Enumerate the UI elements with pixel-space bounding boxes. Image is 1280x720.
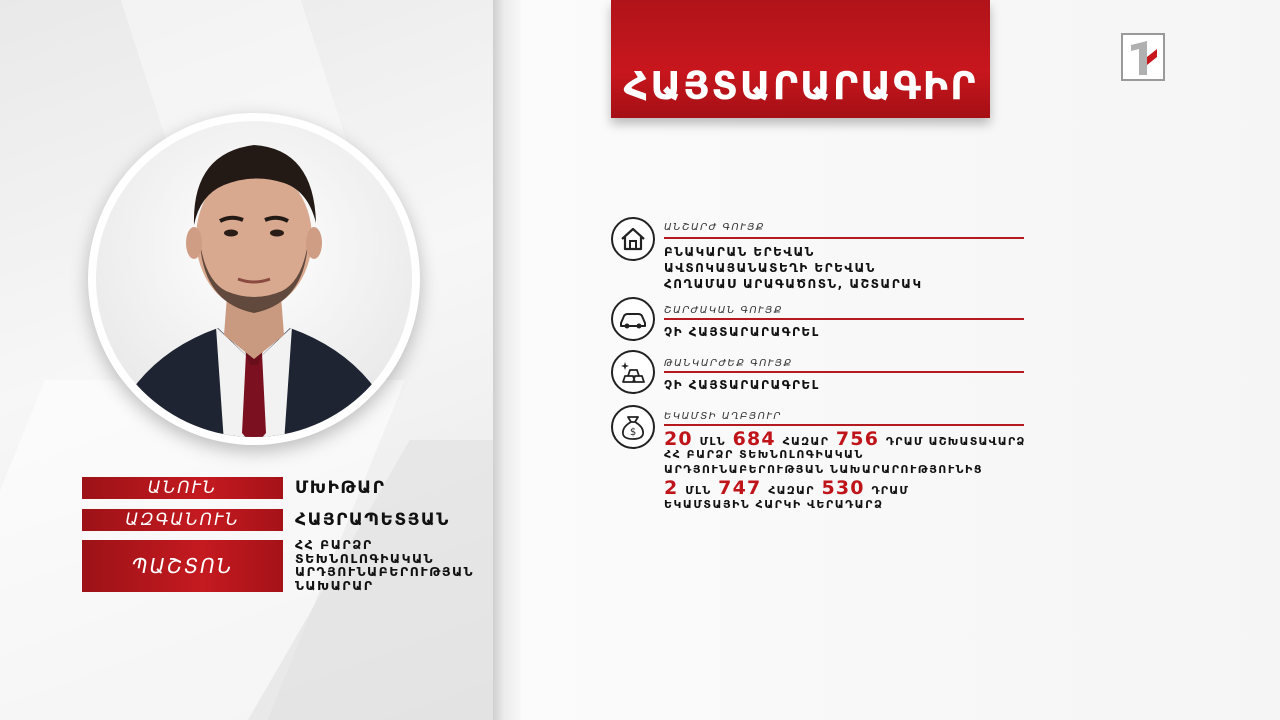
refund-amount bbox=[664, 477, 909, 499]
refund-description: ԵԿԱՄՏԱՅԻՆ ՀԱՐԿԻ ՎԵՐԱԴԱՐՁ bbox=[664, 498, 884, 511]
gold-bars-icon bbox=[611, 350, 655, 394]
real-estate-item: ԱՎՏՈԿԱՅԱՆԱՏԵՂԻ ԵՐԵՎԱՆ bbox=[664, 261, 876, 275]
position-label-text: ՊԱՇՏՈՆ bbox=[131, 554, 234, 578]
salary-mln-word: ՄԼՆ bbox=[699, 435, 726, 448]
salary-dram-word: ԴՐԱՄ ԱՇԽԱՏԱՎԱՐՁ bbox=[885, 435, 1026, 448]
portrait-photo bbox=[88, 113, 420, 445]
salary-source-line: ԱՐԴՅՈՒՆԱԲԵՐՈՒԹՅԱՆ ՆԱԽԱՐԱՐՈՒԹՅՈՒՆԻՑ bbox=[664, 463, 984, 476]
income-title: ԵԿԱՄՏԻ ԱՂԲՅՈՒՐ bbox=[664, 411, 782, 422]
real-estate-title: ԱՆՇԱՐԺ ԳՈՒՅՔ bbox=[664, 222, 765, 233]
refund-dram: 530 bbox=[821, 477, 865, 499]
page-title: ՀԱՅՏԱՐԱՐԱԳԻՐ bbox=[623, 64, 978, 108]
refund-mln-word: ՄԼՆ bbox=[685, 484, 712, 497]
real-estate-item: ՀՈՂԱՄԱՍ ԱՐԱԳԱԾՈՏՆ, ԱՇՏԱՐԱԿ bbox=[664, 277, 923, 291]
real-estate-item: ԲՆԱԿԱՐԱՆ ԵՐԵՎԱՆ bbox=[664, 245, 815, 259]
salary-source bbox=[664, 447, 983, 477]
refund-thousand-word: ՀԱԶԱՐ bbox=[768, 484, 815, 497]
section-divider bbox=[664, 318, 1024, 320]
surname-label bbox=[82, 509, 283, 531]
salary-dram: 756 bbox=[835, 428, 880, 450]
section-divider bbox=[664, 237, 1024, 239]
panel-divider bbox=[493, 0, 521, 720]
salary-mln: 20 bbox=[664, 428, 693, 450]
valuables-value: ՉԻ ՀԱՅՏԱՐԱՐԱԳՐԵԼ bbox=[664, 378, 820, 392]
svg-text:$: $ bbox=[629, 427, 637, 438]
channel-logo bbox=[1121, 33, 1165, 81]
valuables-title: ԹԱՆԿԱՐԺԵՔ ԳՈՒՅՔ bbox=[664, 358, 793, 369]
house-icon bbox=[611, 217, 655, 261]
name-label-text: ԱՆՈՒՆ bbox=[147, 478, 218, 498]
movable-value: ՉԻ ՀԱՅՏԱՐԱՐԱԳՐԵԼ bbox=[664, 325, 820, 339]
name-value: ՄԽԻԹԱՐ bbox=[295, 478, 386, 498]
surname-label-text: ԱԶԳԱՆՈՒՆ bbox=[125, 510, 240, 530]
salary-source-line: ՀՀ ԲԱՐՁՐ ՏԵԽՆՈԼՈԳԻԱԿԱՆ bbox=[664, 448, 864, 461]
refund-dram-word: ԴՐԱՄ bbox=[871, 484, 910, 497]
refund-thousand: 747 bbox=[718, 477, 762, 499]
movable-title: ՇԱՐԺԱԿԱՆ ԳՈՒՅՔ bbox=[664, 305, 783, 316]
surname-value: ՀԱՅՐԱՊԵՏՅԱՆ bbox=[295, 510, 450, 530]
salary-thousand-word: ՀԱԶԱՐ bbox=[782, 435, 830, 448]
refund-mln: 2 bbox=[664, 477, 679, 499]
name-label bbox=[82, 477, 283, 499]
section-divider bbox=[664, 424, 1024, 426]
position-label bbox=[82, 540, 283, 592]
salary-thousand: 684 bbox=[732, 428, 776, 450]
money-bag-icon bbox=[611, 405, 655, 449]
real-estate-list bbox=[664, 244, 923, 292]
position-value: ՀՀ ԲԱՐՁՐ ՏԵԽՆՈԼՈԳԻԱԿԱՆ ԱՐԴՅՈՒՆԱԲԵՐՈՒԹՅԱՆ ՆԱԽԱՐԱՐ bbox=[295, 537, 475, 593]
car-icon bbox=[611, 297, 655, 341]
title-banner bbox=[611, 0, 990, 118]
section-divider bbox=[664, 371, 1024, 373]
